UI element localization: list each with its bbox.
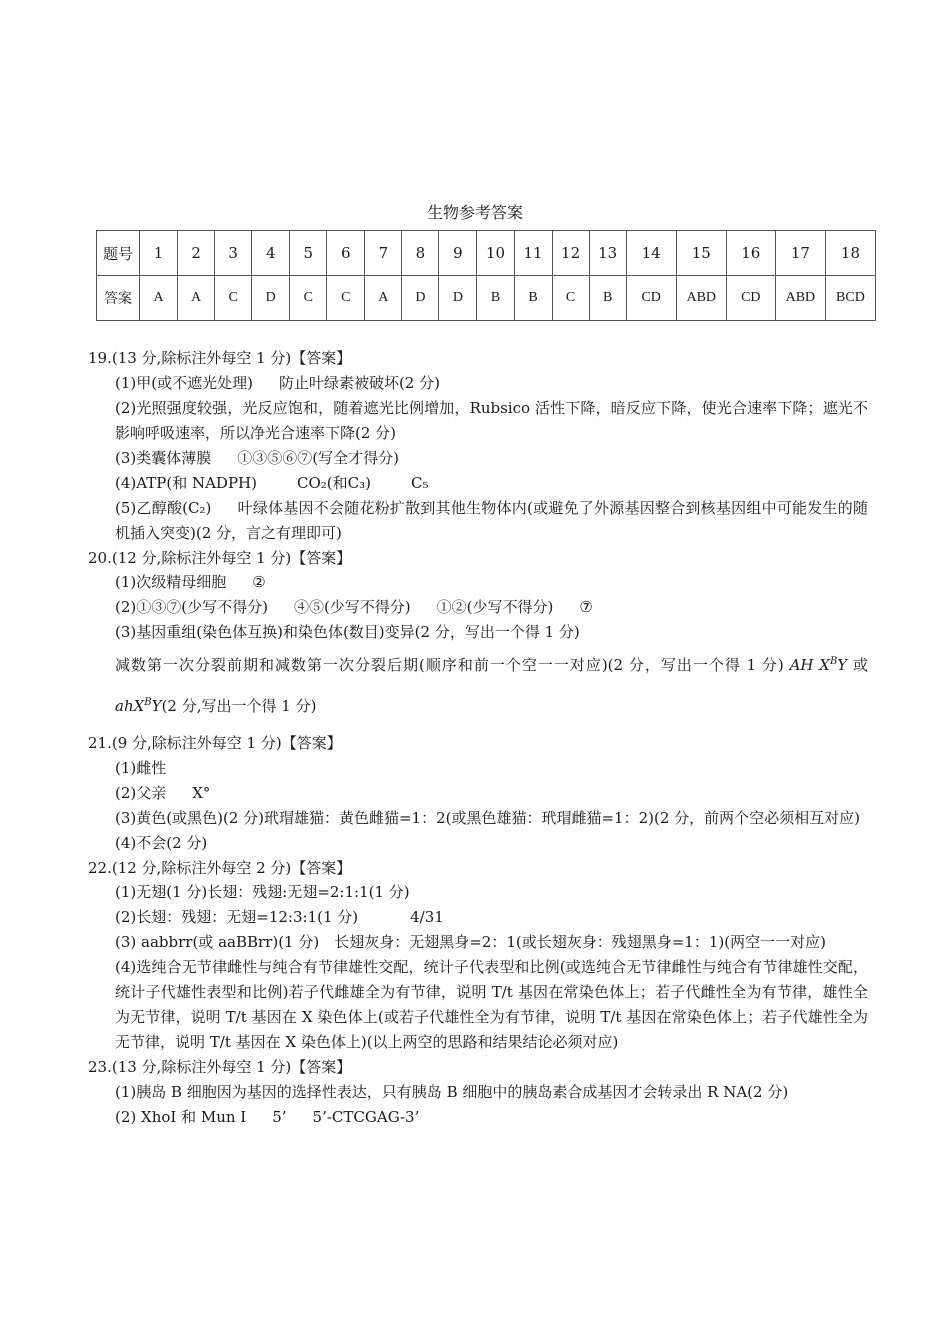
table-cell: 11 [514, 231, 552, 276]
question-23-heading: 23.(13 分,除标注外每空 1 分)【答案】 [88, 1058, 352, 1076]
q22-p2-a: (2)长翅：残翅：无翅=12:3:1(1 分) [115, 908, 359, 926]
q21-part-4: (4)不会(2 分) [115, 833, 208, 852]
q19-p1-reason: 防止叶绿素被破坏(2 分) [278, 373, 440, 392]
q22-part-4: (4)选纯合无节律雌性与纯合有节律雄性交配，统计子代表型和比例(或选纯合无节律雌性与纯合有节律雄性交配，统计子代雄性表型和比例)若子代雌雄全为有节律，说明 T/t 基因在常染色体上；若子代雌性全为有节律，雄性全为无节律，说明 T/t 基因在 X 染色体上(或若子代雄性全为有节律，说明 T/t 基因在常染色体上；若子代雄性全为无节律，说明 T/t 基因在 X 染色体上)(以上两空的思路和结果结论必须对应) [115, 958, 868, 1051]
table-cell: 10 [477, 231, 514, 276]
table-cell: 2 [178, 231, 215, 276]
q20-p2-b: ④⑤(少写不得分) [293, 598, 411, 616]
q21-p2-b: X° [192, 783, 211, 802]
table-cell: 12 [552, 231, 589, 276]
q22-part-1: (1)无翅(1 分)长翅：残翅:无翅=2:1:1(1 分) [115, 883, 410, 901]
table-cell: D [439, 276, 477, 321]
question-22-heading: 22.(12 分,除标注外每空 2 分)【答案】 [88, 858, 352, 877]
table-cell: A [365, 276, 402, 321]
q20-part-2 [88, 595, 868, 620]
table-cell: C [552, 276, 589, 321]
q20-part-3-cont [88, 643, 868, 725]
row-label-answer: 答案 [97, 276, 140, 321]
table-cell: 7 [365, 231, 402, 276]
genotype-formula-1: AH $X^BY$ [789, 656, 848, 674]
q19-part-5 [88, 496, 868, 546]
q19-p3-location: (3)类囊体薄膜 [115, 448, 212, 467]
table-cell: 17 [775, 231, 825, 276]
q20-p3-a: (3)基因重组(染色体互换)和染色体(数目)变异(2 分，写出一个得 1 分) [115, 623, 580, 641]
table-cell: 6 [327, 231, 365, 276]
table-cell: CD [726, 276, 775, 321]
q19-part-1 [88, 371, 868, 396]
q19-p5-a: (5)乙醇酸(C₂) [115, 498, 212, 517]
table-cell: D [252, 276, 290, 321]
q19-p3-items: ①③⑤⑥⑦(写全才得分) [237, 448, 399, 467]
q23-p2-b: 5’ [272, 1107, 287, 1126]
q20-p3-c: (2 分,写出一个得 1 分) [161, 697, 317, 715]
table-cell: 16 [726, 231, 775, 276]
table-cell: 14 [626, 231, 676, 276]
answer-table [96, 230, 876, 321]
q20-p2-a: (2)①③⑦(少写不得分) [115, 598, 268, 616]
q19-p1-answer: (1)甲(或不遮光处理) [115, 373, 253, 392]
table-cell: ABD [775, 276, 825, 321]
or-word: 或 [852, 656, 868, 674]
q19-p4-b: CO₂(和C₃) [297, 473, 371, 492]
q22-p2-b: 4/31 [410, 908, 444, 926]
q22-part-3: (3) aabbrr(或 aaBBrr)(1 分) 长翅灰身：无翅黑身=2：1(或长翅灰身：残翅黑身=1：1)(两空一一对应) [115, 933, 826, 951]
table-cell: B [477, 276, 514, 321]
table-cell: B [514, 276, 552, 321]
q20-p1-a: (1)次级精母细胞 [115, 573, 227, 591]
table-cell: 8 [402, 231, 439, 276]
q20-p1-b: ② [252, 573, 266, 591]
q19-part-2: (2)光照强度较强，光反应饱和，随着遮光比例增加，Rubsico 活性下降，暗反应下降，使光合速率下降；遮光不影响呼吸速率，所以净光合速率下降(2 分) [115, 398, 868, 442]
q19-part-3 [88, 446, 868, 471]
table-cell: D [402, 276, 439, 321]
table-cell: 15 [676, 231, 726, 276]
q20-p3-b: 减数第一次分裂前期和减数第一次分裂后期(顺序和前一个空一一对应)(2 分，写出一个得 1 分) [115, 656, 784, 674]
table-cell: 18 [825, 231, 875, 276]
table-cell: 5 [290, 231, 327, 276]
table-cell: CD [626, 276, 676, 321]
table-cell: B [589, 276, 626, 321]
question-19-heading: 19.(13 分,除标注外每空 1 分)【答案】 [88, 349, 352, 367]
table-cell: A [178, 276, 215, 321]
q23-part-2 [88, 1105, 868, 1130]
row-label-number: 题号 [97, 231, 140, 276]
q21-part-2 [88, 781, 868, 806]
q23-part-1: (1)胰岛 B 细胞因为基因的选择性表达，只有胰岛 B 细胞中的胰岛素合成基因才会转录出 R NA(2 分) [115, 1082, 789, 1101]
q21-part-3: (3)黄色(或黑色)(2 分)玳瑁雄猫：黄色雌猫=1：2(或黑色雄猫：玳瑁雌猫=1：2)(2 分，前两个空必须相互对应) [115, 808, 861, 827]
q20-p2-c: ①②(少写不得分) [436, 598, 554, 616]
q19-p4-c: C₅ [410, 473, 429, 492]
q21-p2-a: (2)父亲 [115, 783, 167, 802]
q21-part-1: (1)雌性 [115, 758, 167, 777]
answer-content [88, 346, 868, 1130]
table-cell: 1 [140, 231, 178, 276]
question-20-heading: 20.(12 分,除标注外每空 1 分)【答案】 [88, 548, 352, 567]
table-cell: C [327, 276, 365, 321]
q19-p5-b: 叶绿体基因不会随花粉扩散到其他生物体内(或避免了外源基因整合到核基因组中可能发生的随机插入突变)(2 分，言之有理即可) [115, 498, 868, 542]
table-cell: A [140, 276, 178, 321]
genotype-formula-2: ahX$^B$Y [115, 697, 162, 715]
q22-part-2 [88, 905, 868, 930]
q19-p4-a: (4)ATP(和 NADPH) [115, 473, 257, 492]
table-cell: 13 [589, 231, 626, 276]
q23-p2-c: 5’-CTCGAG-3’ [312, 1107, 420, 1126]
q23-p2-a: (2) XhoⅠ 和 Mun Ⅰ [115, 1107, 247, 1126]
question-21-heading: 21.(9 分,除标注外每空 1 分)【答案】 [88, 734, 342, 752]
q20-part-1 [88, 570, 868, 595]
question-number-row [97, 231, 876, 276]
table-cell: C [290, 276, 327, 321]
table-cell: 4 [252, 231, 290, 276]
table-cell: 3 [215, 231, 252, 276]
page-title: 生物参考答案 [426, 203, 523, 222]
table-cell: 9 [439, 231, 477, 276]
table-cell: C [215, 276, 252, 321]
q20-p2-d: ⑦ [579, 598, 593, 616]
table-cell: ABD [676, 276, 726, 321]
table-cell: BCD [825, 276, 875, 321]
q19-part-4 [88, 471, 868, 496]
answer-row [97, 276, 876, 321]
